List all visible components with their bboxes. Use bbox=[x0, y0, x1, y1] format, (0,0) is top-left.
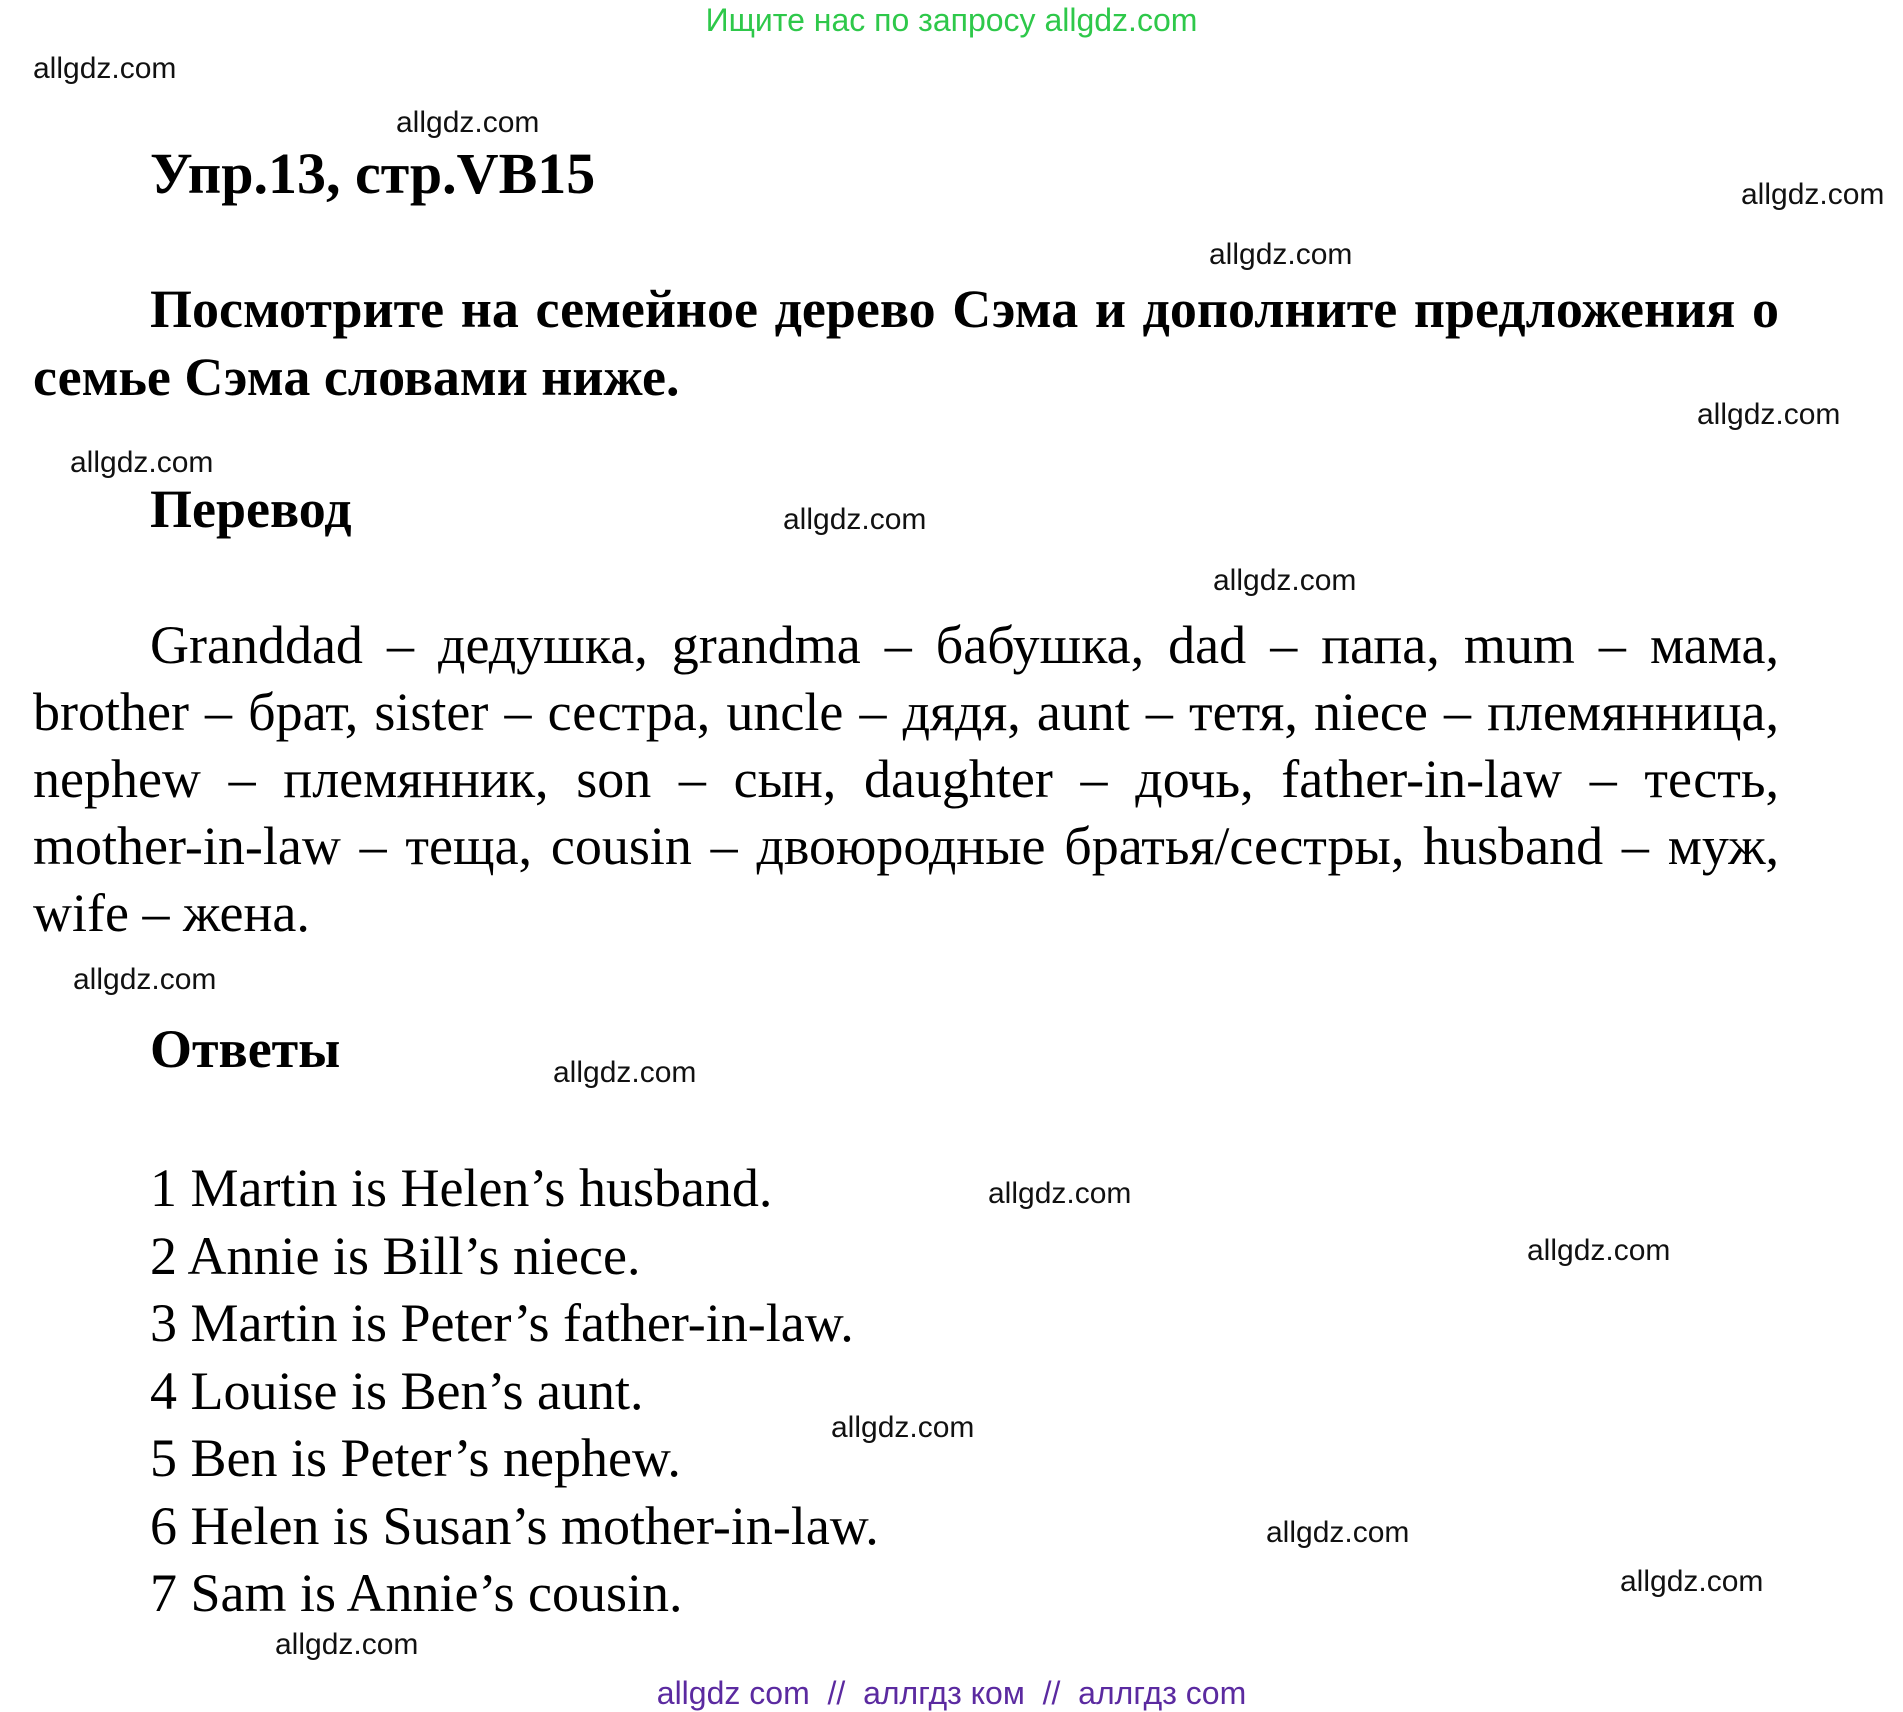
watermark: allgdz.com bbox=[73, 963, 217, 996]
answer-item: 7 Sam is Annie’s cousin. bbox=[150, 1563, 683, 1623]
task-text: Посмотрите на семейное дерево Сэма и дополните предложения о семье Сэма словами ниже. bbox=[33, 279, 1779, 407]
watermark: allgdz.com bbox=[33, 52, 177, 85]
watermark: allgdz.com bbox=[1209, 238, 1353, 271]
watermark: allgdz.com bbox=[1213, 564, 1357, 597]
answer-item: 5 Ben is Peter’s nephew. bbox=[150, 1428, 681, 1488]
footer-links: allgdz com // аллгдз ком // аллгдз com bbox=[656, 1675, 1247, 1711]
watermark: allgdz.com bbox=[831, 1411, 975, 1444]
translation-text: Granddad – дедушка, grandma – бабушка, dad – папа, mum – мама, brother – брат, sister – сестра, uncle – дядя, aunt – тетя, niece – племянница, nephew – племянник, son – сын, daughter – дочь, father-in-law – тесть, mother-in-law – теща, cousin – двоюродные братья/сестры, husband – муж, wife – жена. bbox=[33, 615, 1779, 943]
answers-list bbox=[150, 1155, 879, 1628]
answer-item: 1 Martin is Helen’s husband. bbox=[150, 1158, 773, 1218]
watermark: allgdz.com bbox=[553, 1056, 697, 1089]
watermark: allgdz.com bbox=[396, 106, 540, 139]
page-title: Упр.13, стр.VB15 bbox=[150, 141, 596, 206]
watermark: allgdz.com bbox=[1620, 1565, 1764, 1598]
answer-item: 2 Annie is Bill’s niece. bbox=[150, 1225, 641, 1286]
watermark: allgdz.com bbox=[1527, 1234, 1671, 1267]
watermark: allgdz.com bbox=[275, 1628, 419, 1661]
translation-heading: Перевод bbox=[150, 479, 352, 539]
watermark: allgdz.com bbox=[70, 446, 214, 479]
watermark: allgdz.com bbox=[783, 503, 927, 536]
answers-heading: Ответы bbox=[150, 1019, 341, 1079]
answer-item: 4 Louise is Ben’s aunt. bbox=[150, 1360, 644, 1421]
answer-item: 3 Martin is Peter’s father-in-law. bbox=[150, 1293, 854, 1353]
watermark: allgdz.com bbox=[1697, 398, 1841, 431]
watermark: allgdz.com bbox=[1266, 1516, 1410, 1549]
watermark: allgdz.com bbox=[988, 1177, 1132, 1210]
answer-item: 6 Helen is Susan’s mother-in-law. bbox=[150, 1495, 879, 1556]
watermark: allgdz.com bbox=[1741, 178, 1885, 211]
top-banner: Ищите нас по запросу allgdz.com bbox=[705, 2, 1198, 38]
